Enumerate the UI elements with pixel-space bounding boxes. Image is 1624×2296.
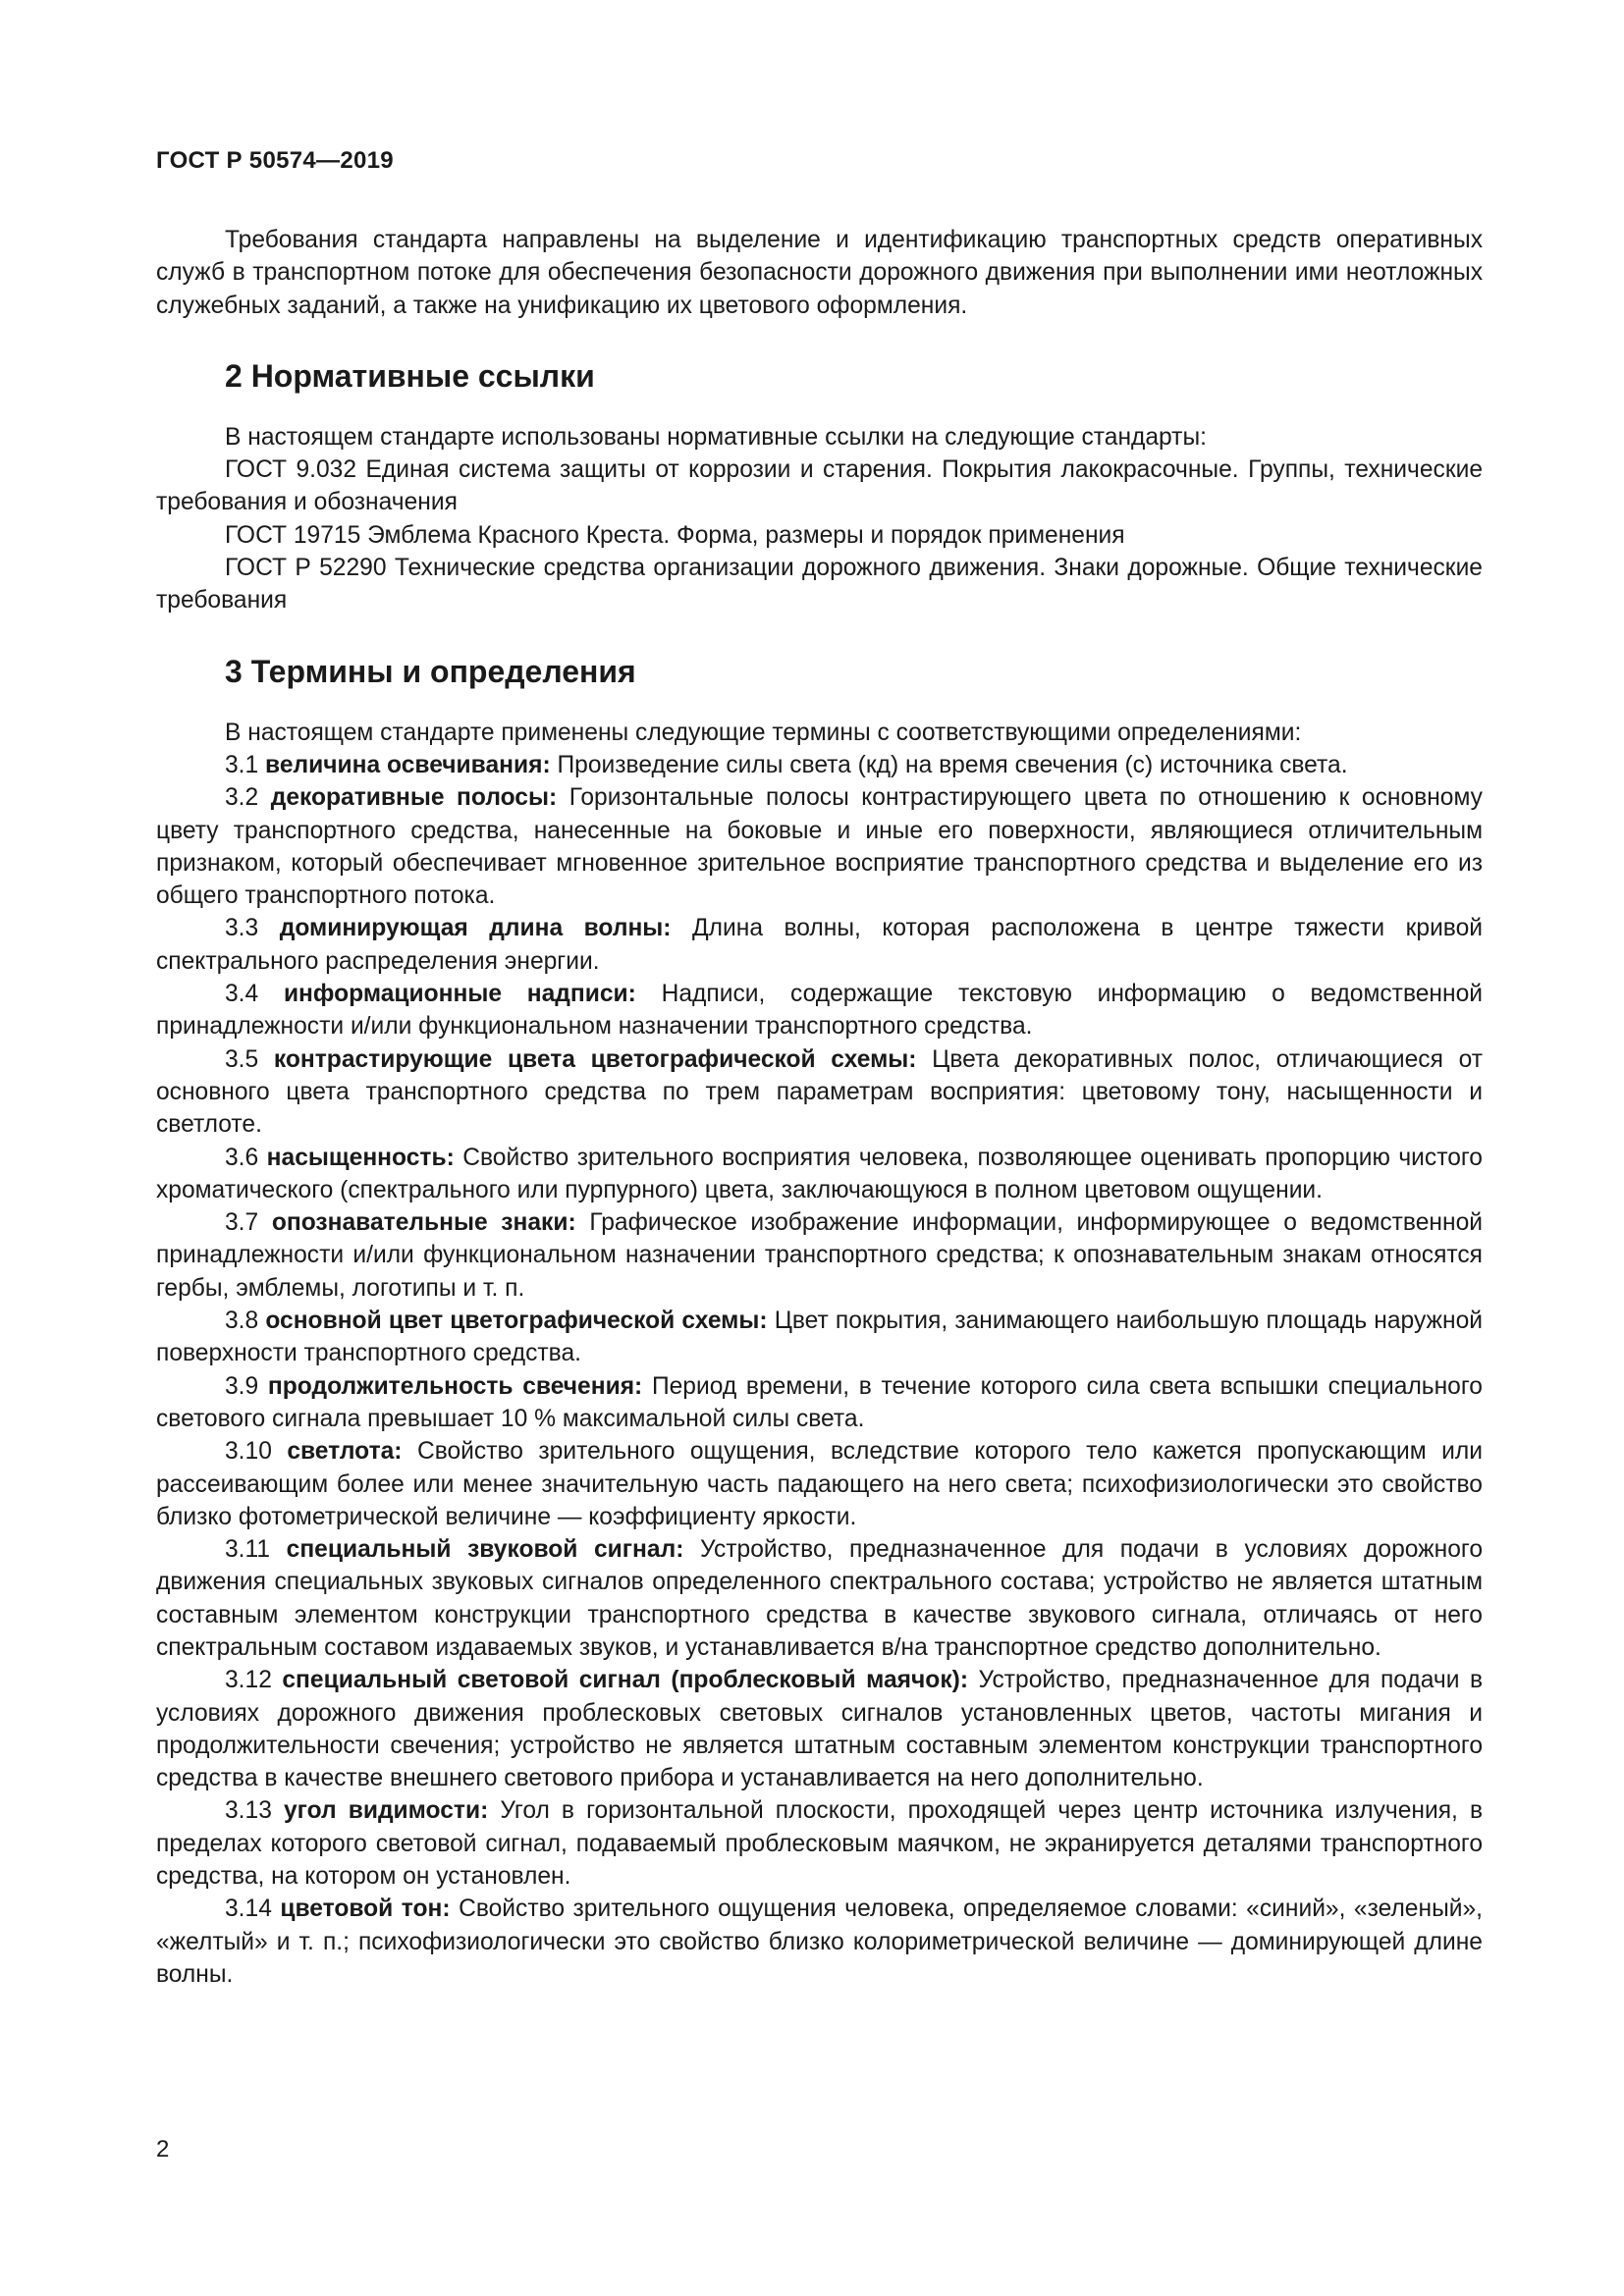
term-text: Устройство, предназначенное для подачи в условиях дорожного движения проблесковых световых сигналов установленных цветов, частоты мигания и продолжительности свечения; устройство не является штатным составным элементом конструкции транспортного средства в качестве внешнего светового прибора и устанавливается на него дополнительно. bbox=[156, 1667, 1484, 1792]
term-name: информационные надписи: bbox=[283, 981, 636, 1008]
term-number: 3.13 bbox=[225, 1797, 272, 1825]
section-2-lead: В настоящем стандарте использованы нормативные ссылки на следующие стандарты: bbox=[225, 423, 1207, 451]
term-text: Графическое изображение информации, информирующее о ведомственной принадлежности и/или функциональном назначении транспортного средства; к опознавательным знакам относятся гербы, эмблемы, логотипы и т. п. bbox=[156, 1209, 1483, 1302]
term-definition bbox=[156, 1794, 1483, 1893]
term-name: основной цвет цветографической схемы: bbox=[265, 1308, 768, 1335]
term-name: контрастирующие цвета цветографической схемы: bbox=[273, 1045, 917, 1073]
term-number: 3.7 bbox=[225, 1209, 259, 1237]
term-definition bbox=[156, 1893, 1483, 1991]
intro-paragraph: Требования стандарта направлены на выделение и идентификацию транспортных средств оперативных служб в транспортном потоке для обеспечения безопасности дорожного движения при выполнении ими неотложных служебных заданий, а также на унификацию их цветового оформления. bbox=[156, 227, 1483, 319]
term-number: 3.12 bbox=[225, 1667, 272, 1694]
term-text: Цвет покрытия, занимающего наибольшую площадь наружной поверхности транспортного средства. bbox=[156, 1308, 1483, 1367]
term-text: Свойство зрительного восприятия человека, позволяющее оценивать пропорцию чистого хроматического (спектрального или пурпурного) цвета, заключающуюся в полном цветовом ощущении. bbox=[156, 1144, 1483, 1203]
term-name: цветовой тон: bbox=[280, 1896, 451, 1923]
document-body bbox=[156, 224, 1483, 1991]
normative-reference: ГОСТ 19715 Эмблема Красного Креста. Форма, размеры и порядок применения bbox=[225, 521, 1125, 549]
term-name: декоративные полосы: bbox=[270, 784, 558, 812]
term-number: 3.9 bbox=[225, 1372, 259, 1400]
term-text: Надписи, содержащие текстовую информацию о ведомственной принадлежности и/или функциональном назначении транспортного средства. bbox=[156, 981, 1483, 1041]
term-definition bbox=[156, 1533, 1483, 1664]
term-number: 3.10 bbox=[225, 1438, 272, 1466]
term-text: Свойство зрительного ощущения человека, определяемое словами: «синий», «зеленый», «желтый» и т. п.; психофизиологически это свойство близко колориметрической величине — доминирующей длине волны. bbox=[156, 1896, 1483, 1988]
term-text: Период времени, в течение которого сила света вспышки специального светового сигнала превышает 10 % максимальной силы света. bbox=[156, 1372, 1483, 1432]
term-number: 3.14 bbox=[225, 1896, 272, 1923]
term-text: Угол в горизонтальной плоскости, проходящей через центр источника излучения, в пределах которого световой сигнал, подаваемый проблесковым маячком, не экранируется деталями транспортного средства, на котором он установлен. bbox=[156, 1797, 1484, 1891]
term-text: Горизонтальные полосы контрастирующего цвета по отношению к основному цвету транспортного средства, нанесенные на боковые и иные его поверхности, являющиеся отличительным признаком, который обеспечивает мгновенное зрительное восприятие транспортного средства и выделение его из общего транспортного потока. bbox=[156, 784, 1483, 910]
term-name: величина освечивания: bbox=[265, 751, 551, 778]
term-name: светлота: bbox=[287, 1438, 403, 1466]
term-name: специальный звуковой сигнал: bbox=[286, 1536, 684, 1564]
page-number: 2 bbox=[156, 2136, 170, 2163]
term-definition bbox=[156, 1305, 1483, 1370]
normative-reference: ГОСТ Р 52290 Технические средства организации дорожного движения. Знаки дорожные. Общие технические требования bbox=[156, 555, 1483, 614]
term-text: Цвета декоративных полос, отличающиеся от основного цвета транспортного средства по трем параметрам восприятия: цветовому тону, насыщенности и светлоте. bbox=[156, 1045, 1484, 1139]
term-name: угол видимости: bbox=[283, 1797, 489, 1825]
term-name: насыщенность: bbox=[266, 1144, 455, 1171]
document-code-header: ГОСТ Р 50574—2019 bbox=[156, 147, 394, 174]
term-definition bbox=[156, 1043, 1483, 1142]
section-2-title: 2 Нормативные ссылки bbox=[225, 357, 595, 394]
term-definition bbox=[156, 1206, 1483, 1305]
term-definition bbox=[156, 1142, 1483, 1207]
term-number: 3.5 bbox=[225, 1045, 259, 1073]
term-text: Произведение силы света (кд) на время свечения (с) источника света. bbox=[557, 751, 1348, 778]
term-name: опознавательные знаки: bbox=[271, 1209, 576, 1237]
term-text: Свойство зрительного ощущения, вследствие которого тело кажется пропускающим или рассеивающим более или менее значительную часть падающего на него света; психофизиологически это свойство близко фотометрической величине — коэффициенту яркости. bbox=[156, 1438, 1483, 1530]
term-text: Устройство, предназначенное для подачи в условиях дорожного движения специальных звуковых сигналов определенного спектрального состава; устройство не является штатным составным элементом конструкции транспортного средства в качестве звукового сигнала, отличаясь от него спектральным составом издаваемых звуков, и устанавливается в/на транспортное средство дополнительно. bbox=[156, 1536, 1483, 1661]
normative-reference: ГОСТ 9.032 Единая система защиты от коррозии и старения. Покрытия лакокрасочные. Группы, технические требования и обозначения bbox=[156, 456, 1483, 516]
section-3-title: 3 Термины и определения bbox=[225, 653, 636, 689]
term-number: 3.2 bbox=[225, 784, 259, 812]
term-number: 3.6 bbox=[225, 1144, 259, 1171]
term-number: 3.4 bbox=[225, 981, 259, 1008]
term-number: 3.1 bbox=[225, 751, 259, 778]
term-definition bbox=[156, 749, 1483, 781]
term-definition bbox=[156, 1435, 1483, 1533]
term-name: специальный световой сигнал (проблесковый маячок): bbox=[282, 1667, 969, 1694]
term-number: 3.3 bbox=[225, 915, 259, 942]
term-definition bbox=[156, 781, 1483, 912]
term-name: доминирующая длина волны: bbox=[279, 915, 672, 942]
term-text: Длина волны, которая расположена в центре тяжести кривой спектрального распределения энергии. bbox=[156, 915, 1484, 975]
term-definition bbox=[156, 978, 1483, 1043]
term-definition bbox=[156, 1370, 1483, 1436]
section-3-lead: В настоящем стандарте применены следующие термины с соответствующими определениями: bbox=[225, 719, 1302, 746]
term-number: 3.8 bbox=[225, 1308, 259, 1335]
term-definition bbox=[156, 912, 1483, 978]
term-name: продолжительность свечения: bbox=[267, 1372, 643, 1400]
term-definition bbox=[156, 1664, 1483, 1794]
term-number: 3.11 bbox=[225, 1536, 271, 1564]
